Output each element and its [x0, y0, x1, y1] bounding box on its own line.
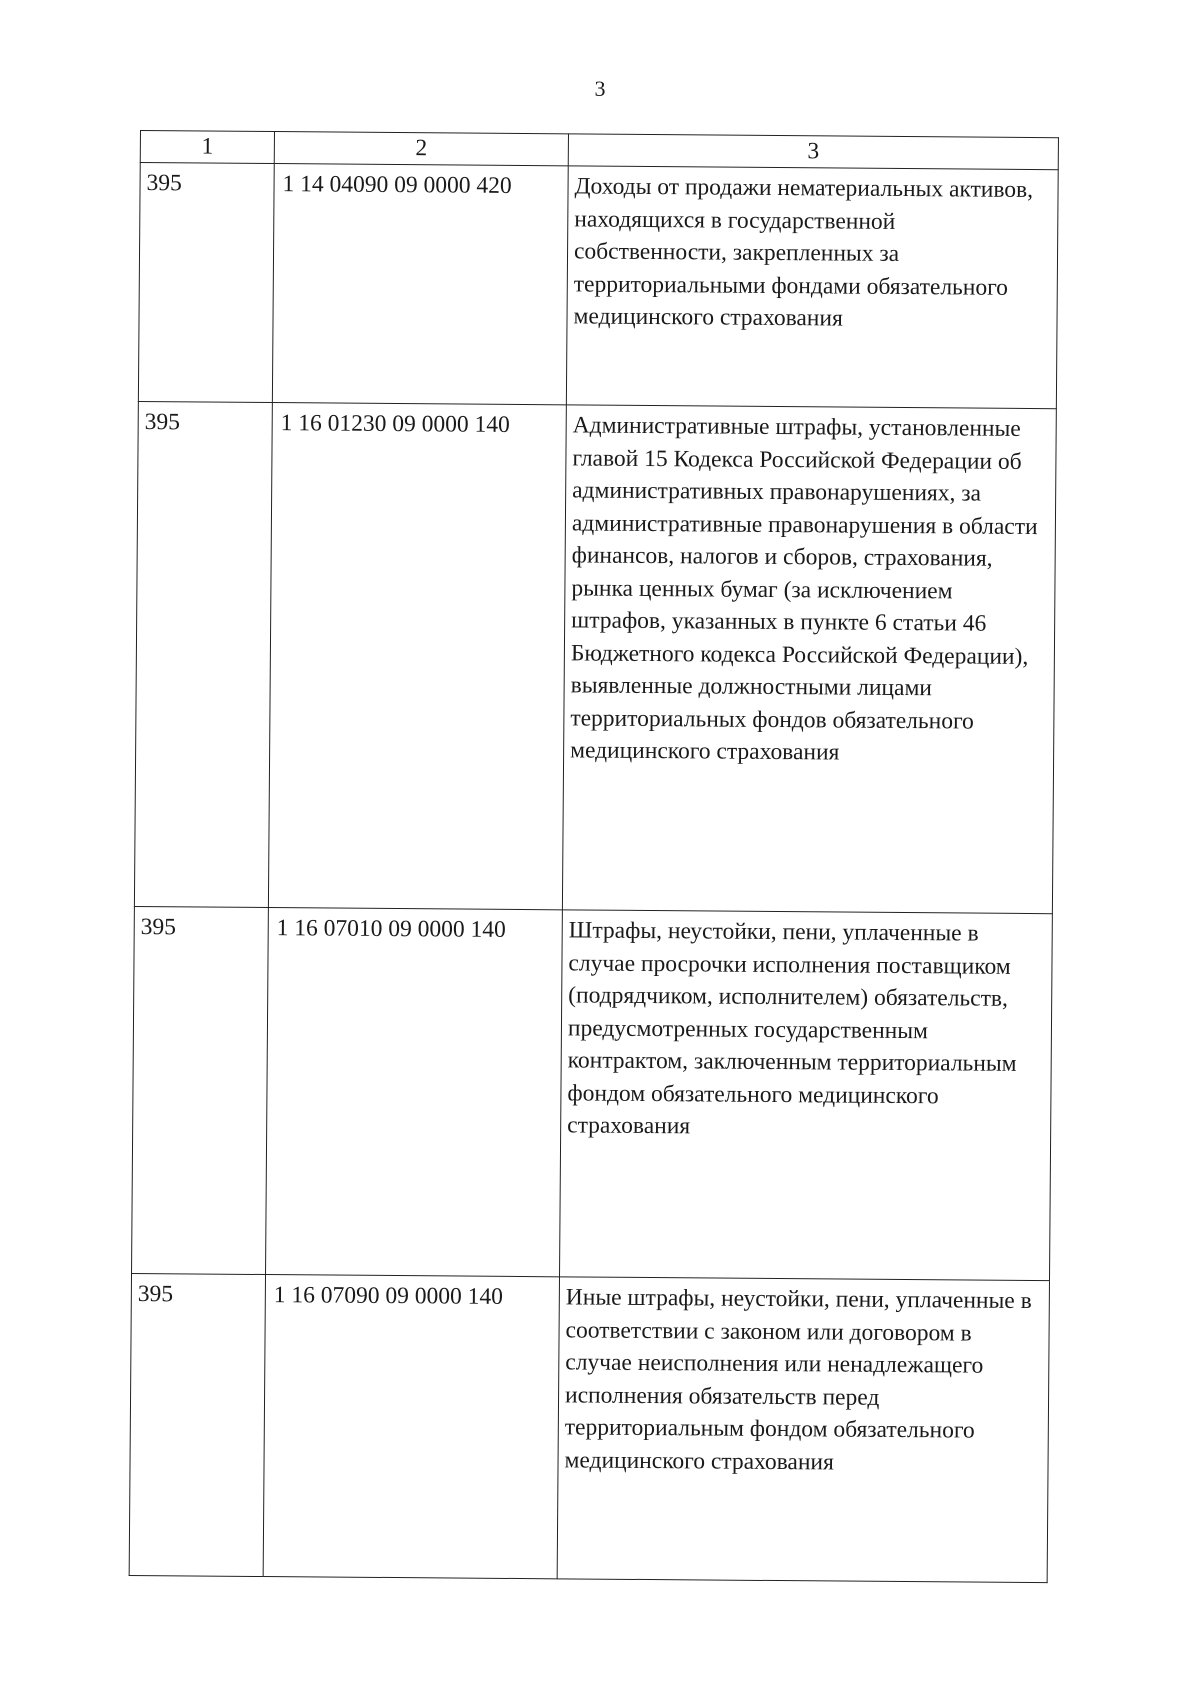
description-cell: Иные штрафы, неустойки, пени, уплаченные в соответствии с законом или договором в случае неисполнения или ненадлежащего исполнения обязательств перед территориальным фондом обязательного медицинского страхования	[557, 1277, 1049, 1583]
column-header-1: 1	[140, 131, 274, 164]
column-header-3: 3	[568, 134, 1058, 170]
description-cell: Административные штрафы, установленные главой 15 Кодекса Российской Федерации об административных правонарушениях, за административные правонарушения в области финансов, налогов и сборов, страхования, рынка ценных бумаг (за исключением штрафов, указанных в пункте 6 статьи 46 Бюджетного кодекса Российской Федерации), выявленные должностными лицами территориальных фондов обязательного медицинского страхования	[562, 405, 1056, 914]
table-row	[132, 906, 1053, 1280]
admin-code-cell: 395	[132, 906, 269, 1274]
description-cell: Штрафы, неустойки, пени, уплаченные в случае просрочки исполнения поставщиком (подрядчиком, исполнителем) обязательств, предусмотренных государственным контрактом, заключенным территориальным фондом обязательного медицинского страхования	[560, 910, 1053, 1281]
page-number: 3	[594, 76, 606, 101]
admin-code-cell: 395	[134, 401, 272, 907]
description-cell: Доходы от продажи нематериальных активов, находящихся в государственной собственности, закрепленных за территориальными фондами обязательного медицинского страхования	[566, 166, 1058, 409]
column-header-2: 2	[274, 132, 568, 166]
kbk-code-cell: 1 16 07090 09 0000 140	[263, 1275, 559, 1579]
kbk-code-cell: 1 16 07010 09 0000 140	[266, 908, 563, 1277]
kbk-code-cell: 1 16 01230 09 0000 140	[268, 403, 566, 910]
table-row	[129, 1273, 1049, 1582]
admin-code-cell: 395	[129, 1273, 265, 1576]
revenue-codes-table	[129, 130, 1059, 1583]
table-row	[134, 401, 1056, 913]
table-row	[138, 163, 1058, 409]
admin-code-cell: 395	[138, 163, 274, 403]
kbk-code-cell: 1 14 04090 09 0000 420	[272, 164, 568, 405]
